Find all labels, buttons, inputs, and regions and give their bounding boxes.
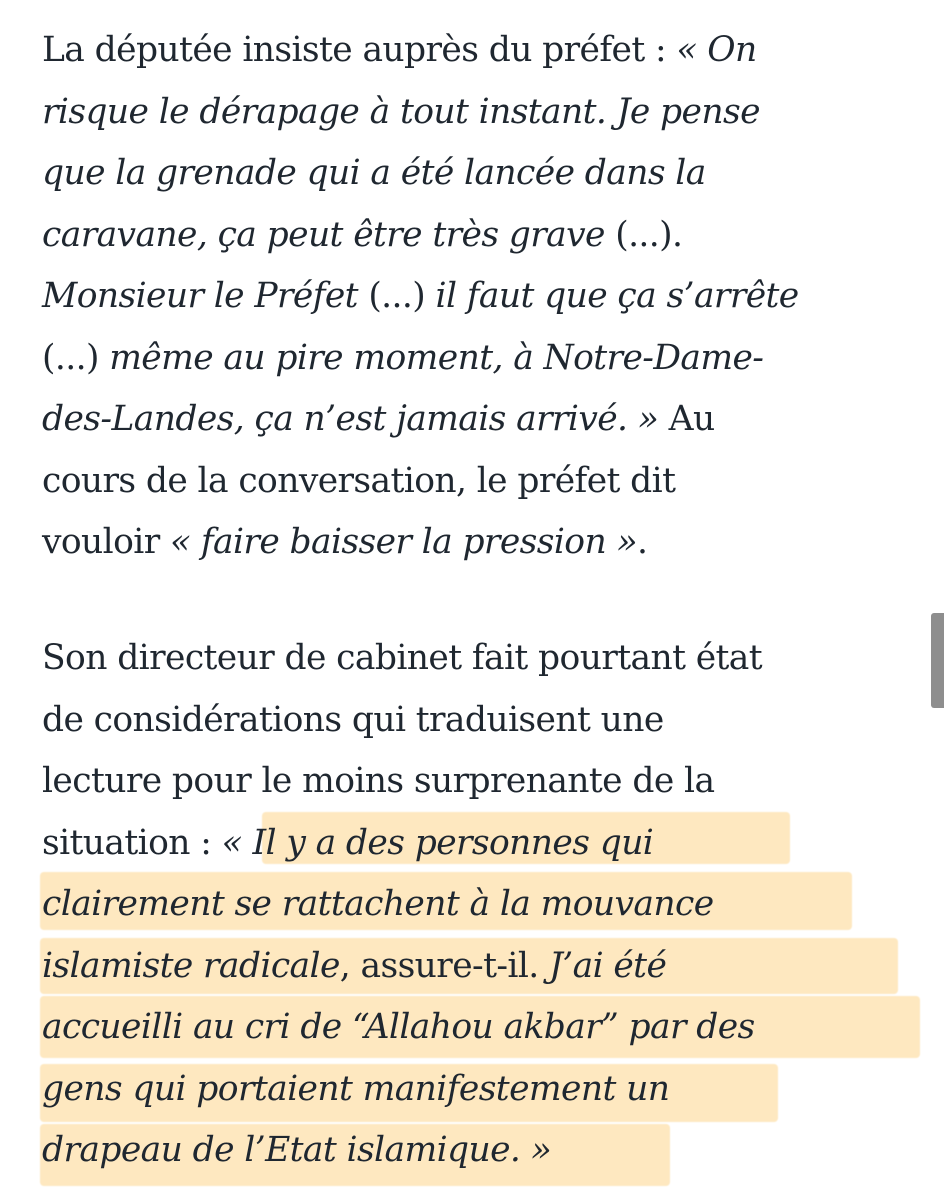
quote-run: J’ai été: [549, 945, 667, 986]
text-run: lecture pour le moins surprenante de la: [42, 761, 715, 801]
text-line: [42, 512, 922, 574]
text-run: Son directeur de cabinet fait pourtant état: [42, 638, 763, 678]
quote-run: caravane, ça peut être très grave: [42, 214, 605, 255]
quote-run: risque le dérapage à tout instant. Je pense: [42, 91, 760, 132]
text-run: (...).: [604, 214, 683, 255]
quote-run: des-Landes, ça n’est jamais arrivé. »: [42, 399, 659, 439]
quote-run: Monsieur le Préfet: [42, 276, 358, 316]
text-line: [42, 874, 922, 936]
quote-run: islamiste radicale: [42, 945, 340, 986]
scrollbar-thumb[interactable]: [931, 613, 944, 708]
text-run: situation :: [42, 822, 222, 863]
text-run: .: [636, 522, 648, 562]
text-line: [42, 628, 922, 690]
quote-run: même au pire moment, à Notre-Dame-: [109, 337, 764, 378]
quote-run: accueilli au cri de “Allahou akbar” par des: [42, 1007, 755, 1047]
text-run: vouloir: [42, 522, 170, 562]
text-run: de considérations qui traduisent une: [42, 699, 664, 740]
text-line: [42, 936, 922, 998]
text-run: , assure-t-il.: [339, 945, 549, 986]
text-line: [42, 1120, 922, 1182]
quote-run: « On: [676, 30, 757, 70]
text-line: [42, 813, 922, 875]
text-run: Au: [658, 399, 715, 439]
text-line: [42, 266, 922, 328]
text-line: [42, 997, 922, 1059]
article-paragraph-1: [42, 20, 922, 574]
text-run: La députée insiste auprès du préfet :: [42, 30, 677, 70]
text-line: [42, 451, 922, 513]
text-run: cours de la conversation, le préfet dit: [42, 460, 676, 501]
text-run: (...): [357, 276, 436, 316]
text-line: [42, 20, 922, 82]
article-paragraph-2: [42, 628, 922, 1182]
text-line: [42, 1059, 922, 1121]
quote-run: gens qui portaient manifestement un: [42, 1068, 670, 1109]
quote-run: « faire baisser la pression »: [169, 522, 637, 562]
quote-run: drapeau de l’Etat islamique. »: [42, 1130, 552, 1170]
text-line: [42, 205, 922, 267]
text-line: [42, 82, 922, 144]
quote-run: « Il y a des personnes qui: [221, 822, 654, 863]
text-run: (...): [42, 337, 110, 378]
text-line: [42, 690, 922, 752]
quote-run: que la grenade qui a été lancée dans la: [42, 153, 706, 193]
quote-run: il faut que ça s’arrête: [435, 276, 799, 316]
text-line: [42, 389, 922, 451]
text-line: [42, 143, 922, 205]
text-line: [42, 751, 922, 813]
text-line: [42, 328, 922, 390]
quote-run: clairement se rattachent à la mouvance: [42, 884, 714, 924]
